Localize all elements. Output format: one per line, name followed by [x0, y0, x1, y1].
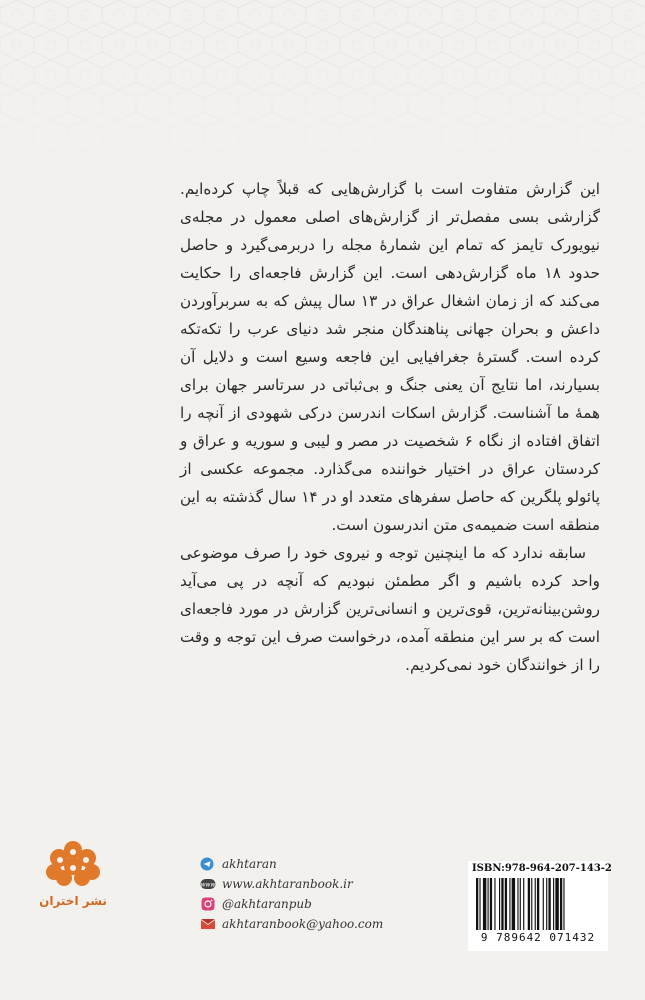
publisher-logo-block: [38, 838, 108, 908]
barcode-bar: [553, 878, 554, 930]
contact-email-text: akhtaranbook@yahoo.com: [222, 917, 384, 931]
svg-text:www: www: [200, 881, 216, 889]
barcode-bar: [537, 878, 539, 930]
barcode-bar: [512, 878, 515, 930]
barcode-bar: [505, 878, 507, 930]
barcode-bar: [563, 878, 564, 930]
isbn-label: ISBN:978-964-207-143-2: [472, 863, 612, 874]
paragraph-2: سابقه ندارد که ما اینچنین توجه و نیروی خود را صرف موضوعی واحد کرده باشیم و اگر مطمئن نبودیم که آنچه در پی می‌آید روشن‌بینانه‌ترین، قوی‌ترین و انسانی‌ترین گزارش در مورد فاجعه‌ای است که بر سر این منطقه آمده، درخواست صرف این توجه و وقت را از خوانندگان خود نمی‌کردیم.: [180, 544, 600, 674]
barcode-bar: [483, 878, 486, 930]
contact-instagram[interactable]: [200, 894, 390, 914]
barcode-icon: [472, 878, 604, 930]
barcode-bar: [535, 878, 536, 930]
barcode-bar: [490, 878, 492, 930]
web-icon: [200, 877, 216, 891]
publisher-logo-icon: [45, 838, 101, 888]
geometric-pattern: [0, 0, 645, 190]
barcode-bar: [488, 878, 489, 930]
isbn-barcode-block: [468, 861, 612, 951]
publisher-name: نشر اختران: [39, 894, 107, 908]
back-cover-text: [180, 175, 600, 679]
barcode-bar: [528, 878, 530, 930]
barcode-bar: [531, 878, 532, 930]
contact-website[interactable]: [200, 874, 390, 894]
barcode-bar: [517, 878, 518, 930]
barcode-bar: [501, 878, 503, 930]
barcode-bar: [476, 878, 478, 930]
contact-telegram[interactable]: [200, 854, 390, 874]
barcode-bar: [546, 878, 547, 930]
barcode-bar: [520, 878, 521, 930]
contact-instagram-text: @akhtaranpub: [222, 897, 312, 911]
contact-email[interactable]: [200, 914, 390, 934]
barcode-bar: [479, 878, 480, 930]
barcode-bar: [523, 878, 524, 930]
barcode-bar: [560, 878, 562, 930]
barcode-bar: [555, 878, 558, 930]
contact-website-text: www.akhtaranbook.ir: [222, 877, 353, 891]
telegram-icon: [200, 857, 216, 871]
barcode-digits: 9 789642 071432: [480, 931, 596, 944]
contact-list: [200, 854, 390, 934]
paragraph-1: این گزارش متفاوت است با گزارش‌هایی که قبلاً چاپ کرده‌ایم. گزارشی بسی مفصل‌تر از گزارش‌های اصلی معمول در مجله‌ی نیویورک تایمز که تمام این شمارهٔ مجله را دربرمی‌گیرد و حاصل حدود ۱۸ ماه گزارش‌دهی است. این گزارش فاجعه‌ای را حکایت می‌کند که از زمان اشغال عراق در ۱۳ سال پیش که به سربرآوردن داعش و بحران جهانی پناهندگان منجر شد دنیای عرب را تکه‌تکه کرده است. گسترهٔ جغرافیایی این فاجعه وسیع است و دلایل آن بسیارند، اما نتایج آن یعنی جنگ و بی‌ثباتی در سرتاسر جهان برای همهٔ ما آشناست. گزارش اسکات اندرسن درکی شهودی از آنچه را اتفاق افتاده از نگاه ۶ شخصیت در مصر و لیبی و سوریه و عراق و کردستان عراق در اختیار خواننده می‌گذارد. مجموعه عکسی از پائولو پلگرین که حاصل سفرهای متعدد او در ۱۴ سال گذشته به این منطقه است ضمیمه‌ی متن اندرسون است.: [180, 180, 600, 534]
email-icon: [200, 917, 216, 931]
barcode-bar: [509, 878, 510, 930]
barcode-bar: [548, 878, 550, 930]
barcode-bar: [494, 878, 495, 930]
instagram-icon: [200, 897, 216, 911]
barcode-bar: [543, 878, 544, 930]
barcode-bar: [499, 878, 500, 930]
contact-telegram-text: akhtaran: [222, 857, 277, 871]
